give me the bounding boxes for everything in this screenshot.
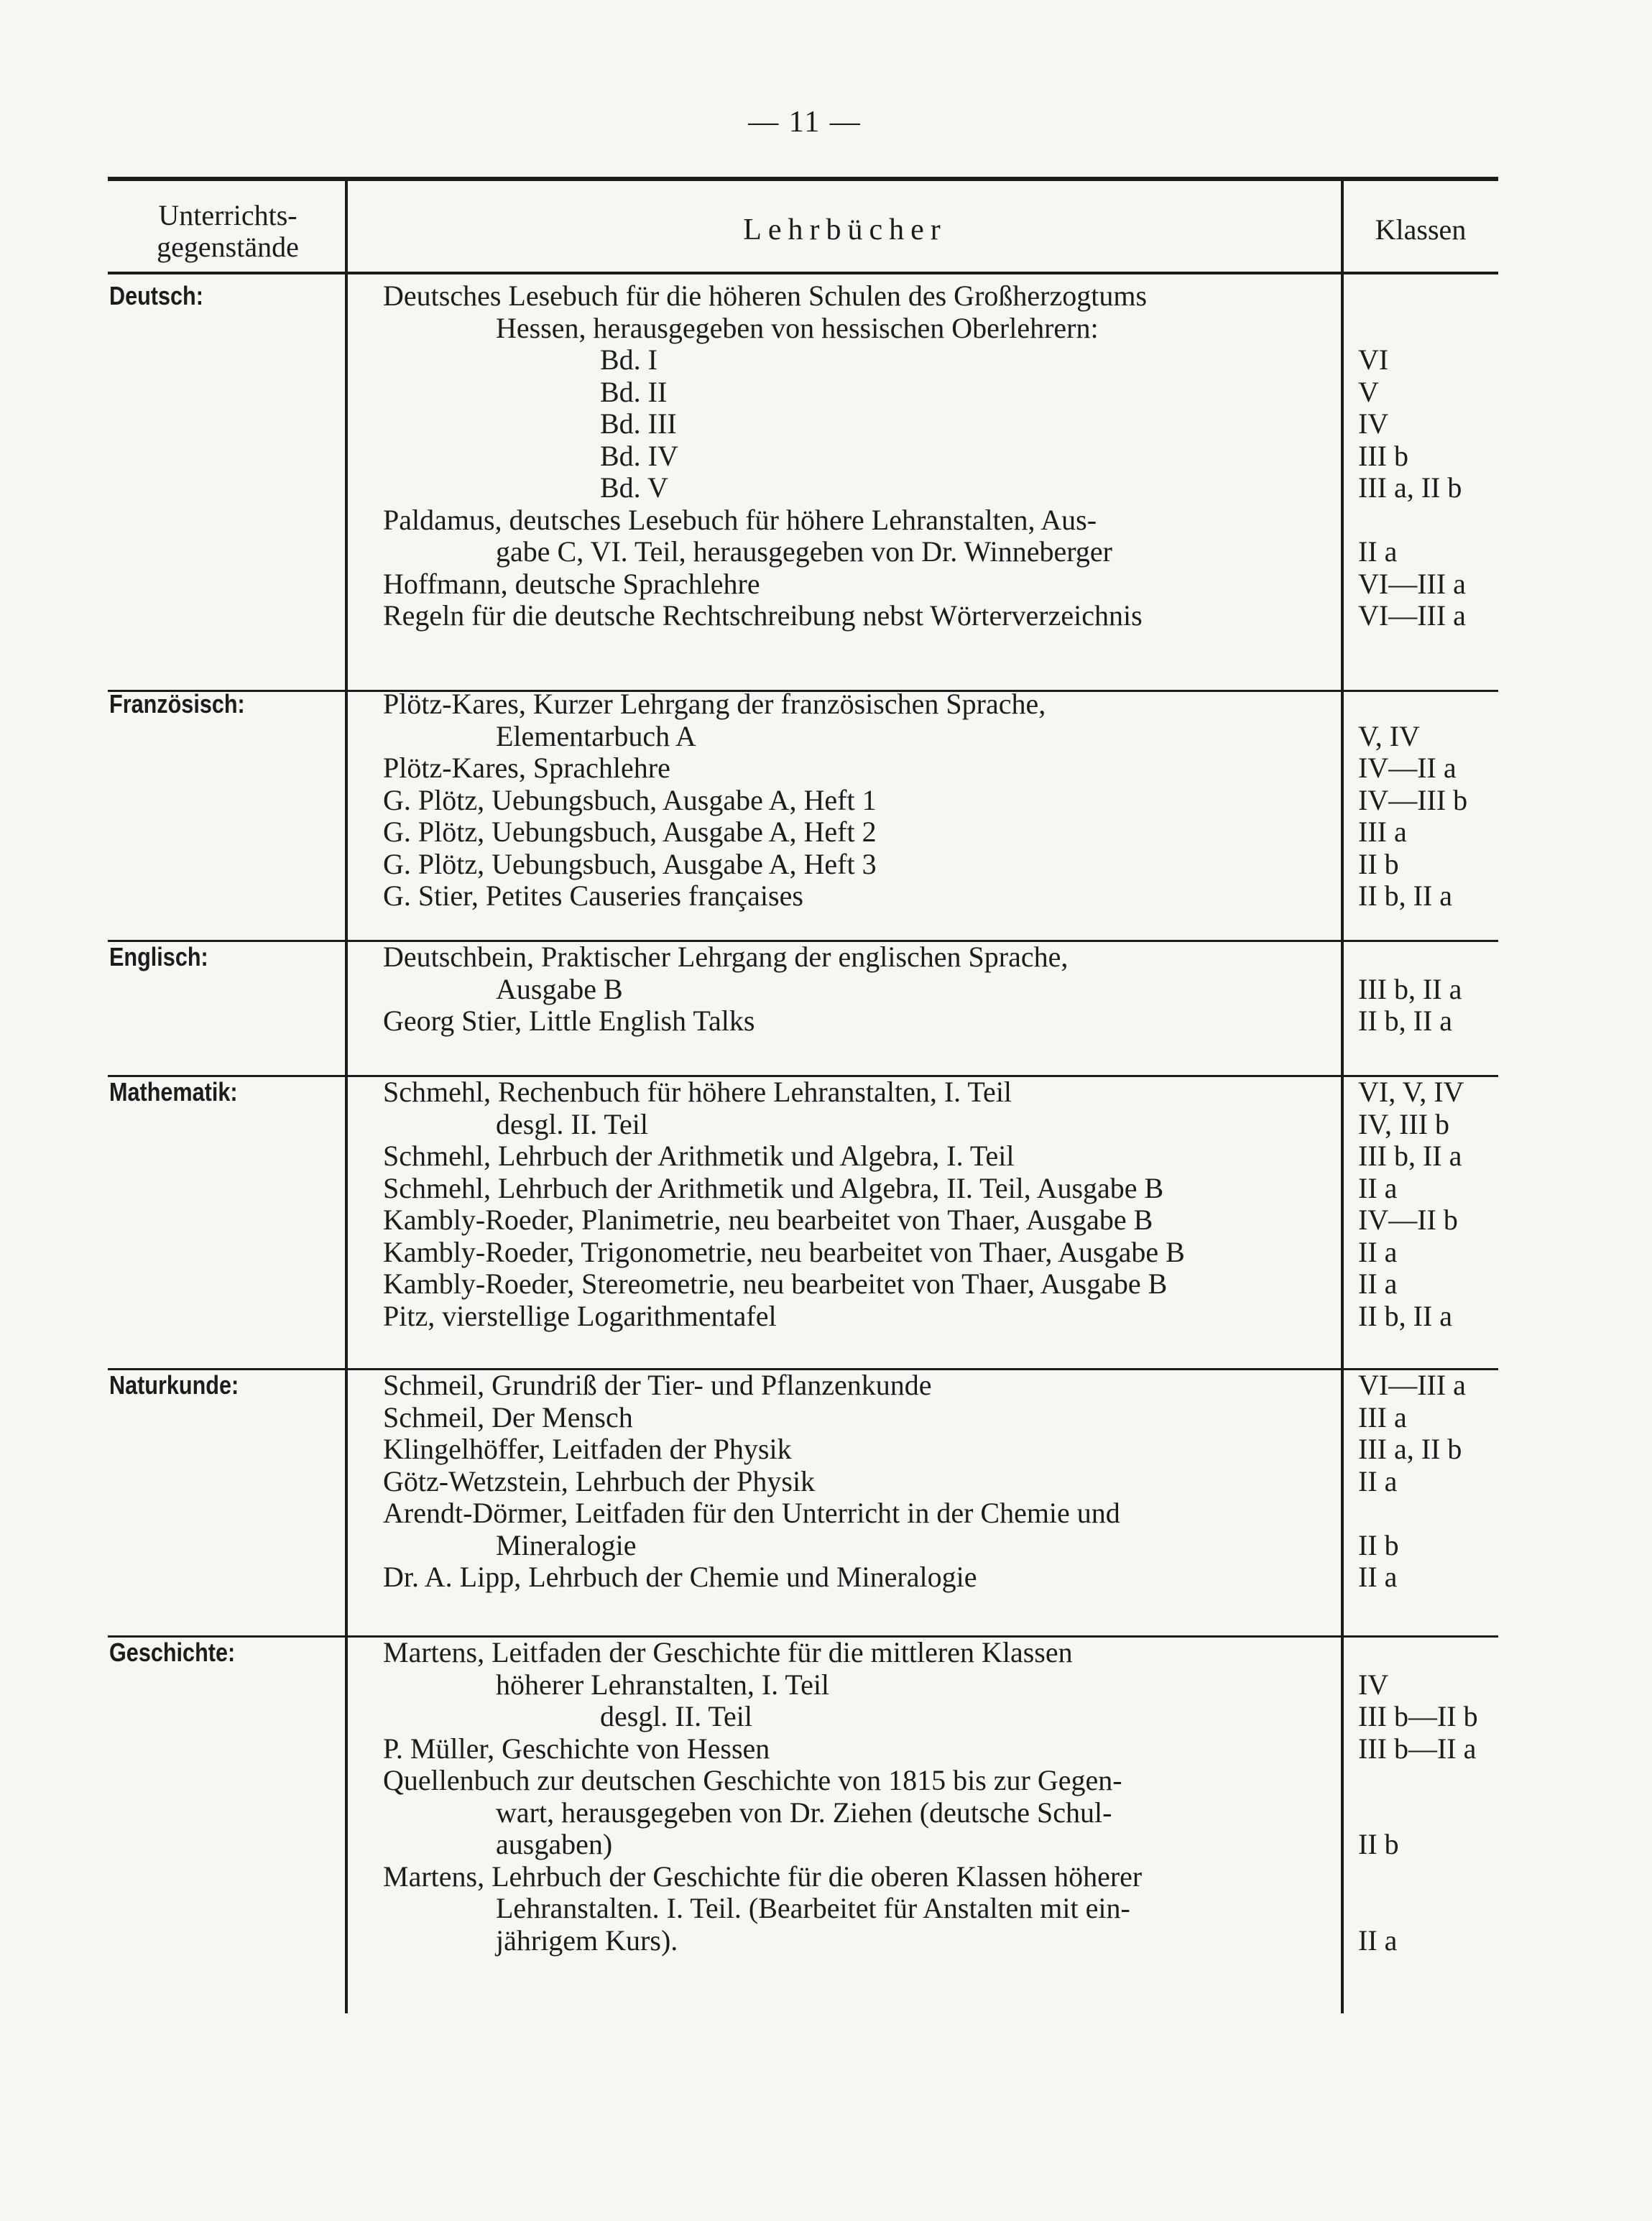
- textbook-title: Martens, Lehrbuch der Geschichte für die oberen Klassen höherer: [383, 1860, 1143, 1893]
- textbook-title: Bd. I: [600, 343, 657, 376]
- class-level: VI: [1358, 343, 1389, 376]
- textbook-title: Schmehl, Lehrbuch der Arithmetik und Algebra, II. Teil, Ausgabe B: [383, 1172, 1164, 1204]
- textbook-title: Lehranstalten. I. Teil. (Bearbeitet für Anstalten mit ein-: [496, 1892, 1130, 1924]
- textbook-title: Mineralogie: [496, 1529, 637, 1561]
- class-level: III a: [1358, 1401, 1407, 1433]
- textbook-title: Hessen, herausgegeben von hessischen Oberlehrern:: [496, 312, 1099, 344]
- textbook-title: Bd. V: [600, 471, 668, 504]
- textbook-title: Deutsches Lesebuch für die höheren Schulen des Großherzogtums: [383, 280, 1148, 312]
- textbook-title: ausgaben): [496, 1828, 613, 1860]
- textbook-title: Dr. A. Lipp, Lehrbuch der Chemie und Mineralogie: [383, 1561, 977, 1593]
- subject-label: Englisch:: [109, 942, 208, 971]
- class-level: II b: [1358, 848, 1399, 880]
- class-level: IV—III b: [1358, 784, 1468, 816]
- class-level: VI—III a: [1358, 1369, 1466, 1401]
- class-level: II a: [1358, 1268, 1398, 1300]
- textbook-title: jährigem Kurs).: [496, 1924, 678, 1957]
- class-level: V, IV: [1358, 720, 1420, 752]
- textbook-title: desgl. II. Teil: [496, 1108, 648, 1140]
- textbook-title: G. Stier, Petites Causeries françaises: [383, 879, 803, 912]
- textbook-title: G. Plötz, Uebungsbuch, Ausgabe A, Heft 1: [383, 784, 877, 816]
- textbook-title: Plötz-Kares, Kurzer Lehrgang der französischen Sprache,: [383, 688, 1046, 720]
- textbook-title: Bd. II: [600, 376, 668, 408]
- class-level: II b, II a: [1358, 1005, 1453, 1037]
- textbook-title: G. Plötz, Uebungsbuch, Ausgabe A, Heft 2: [383, 816, 877, 848]
- subject-label: Naturkunde:: [109, 1370, 239, 1400]
- textbook-title: Martens, Leitfaden der Geschichte für die mittleren Klassen: [383, 1636, 1073, 1668]
- textbook-title: Schmehl, Lehrbuch der Arithmetik und Algebra, I. Teil: [383, 1140, 1015, 1172]
- class-level: IV—II b: [1358, 1204, 1458, 1236]
- class-level: II b: [1358, 1828, 1399, 1860]
- class-level: IV: [1358, 407, 1389, 440]
- class-level: II a: [1358, 1561, 1398, 1593]
- class-level: II a: [1358, 1172, 1398, 1204]
- class-level: III b, II a: [1358, 1140, 1462, 1172]
- textbook-title: Klingelhöffer, Leitfaden der Physik: [383, 1433, 792, 1465]
- textbook-title: Bd. III: [600, 407, 677, 440]
- textbook-title: Elementarbuch A: [496, 720, 696, 752]
- class-level: III a: [1358, 816, 1407, 848]
- class-level: IV—II a: [1358, 752, 1457, 784]
- textbook-title: Ausgabe B: [496, 973, 623, 1005]
- textbook-title: Georg Stier, Little English Talks: [383, 1005, 755, 1037]
- textbook-title: Bd. IV: [600, 440, 678, 472]
- table-top-rule: [108, 177, 1498, 181]
- header-rule: [108, 272, 1498, 274]
- textbook-title: Götz-Wetzstein, Lehrbuch der Physik: [383, 1465, 816, 1497]
- textbook-title: Regeln für die deutsche Rechtschreibung nebst Wörterverzeichnis: [383, 599, 1143, 632]
- class-level: II a: [1358, 1924, 1398, 1957]
- class-level: III a, II b: [1358, 1433, 1462, 1465]
- textbook-title: Schmeil, Der Mensch: [383, 1401, 633, 1433]
- class-level: II b, II a: [1358, 879, 1453, 912]
- column-divider-right: [1341, 181, 1344, 2013]
- textbook-title: gabe C, VI. Teil, herausgegeben von Dr. Winneberger: [496, 535, 1112, 568]
- textbook-title: Paldamus, deutsches Lesebuch für höhere Lehranstalten, Aus-: [383, 504, 1097, 536]
- class-level: IV, III b: [1358, 1108, 1450, 1140]
- textbook-title: wart, herausgegeben von Dr. Ziehen (deutsche Schul-: [496, 1796, 1112, 1829]
- textbook-title: Kambly-Roeder, Trigonometrie, neu bearbeitet von Thaer, Ausgabe B: [383, 1236, 1185, 1268]
- class-level: II a: [1358, 1236, 1398, 1268]
- class-level: II a: [1358, 535, 1398, 568]
- textbook-title: Schmehl, Rechenbuch für höhere Lehranstalten, I. Teil: [383, 1076, 1012, 1108]
- column-divider-left: [345, 181, 348, 2013]
- class-level: VI, V, IV: [1358, 1076, 1464, 1108]
- textbook-title: Schmeil, Grundriß der Tier- und Pflanzenkunde: [383, 1369, 932, 1401]
- textbook-title: höherer Lehranstalten, I. Teil: [496, 1668, 830, 1701]
- class-level: II b, II a: [1358, 1300, 1453, 1332]
- class-level: IV: [1358, 1668, 1389, 1701]
- class-level: III b—II b: [1358, 1700, 1478, 1732]
- class-level: III a, II b: [1358, 471, 1462, 504]
- class-level: III b—II a: [1358, 1732, 1477, 1765]
- header-subjects: Unterrichts- gegenstände: [157, 199, 299, 263]
- class-level: II a: [1358, 1465, 1398, 1497]
- textbook-title: Plötz-Kares, Sprachlehre: [383, 752, 670, 784]
- textbook-title: Quellenbuch zur deutschen Geschichte von 1815 bis zur Gegen-: [383, 1764, 1122, 1796]
- class-level: VI—III a: [1358, 568, 1466, 600]
- header-books: Lehrbücher: [743, 213, 947, 246]
- textbook-title: Kambly-Roeder, Planimetrie, neu bearbeitet von Thaer, Ausgabe B: [383, 1204, 1153, 1236]
- textbook-title: Pitz, vierstellige Logarithmentafel: [383, 1300, 777, 1332]
- class-level: III b: [1358, 440, 1408, 472]
- class-level: II b: [1358, 1529, 1399, 1561]
- subject-label: Französisch:: [109, 689, 245, 719]
- textbook-title: Hoffmann, deutsche Sprachlehre: [383, 568, 760, 600]
- textbook-title: P. Müller, Geschichte von Hessen: [383, 1732, 770, 1765]
- textbook-title: Kambly-Roeder, Stereometrie, neu bearbeitet von Thaer, Ausgabe B: [383, 1268, 1168, 1300]
- header-classes: Klassen: [1375, 213, 1467, 246]
- subject-label: Geschichte:: [109, 1638, 236, 1667]
- textbook-title: Deutschbein, Praktischer Lehrgang der englischen Sprache,: [383, 941, 1069, 973]
- page-number: — 11 —: [748, 106, 862, 139]
- subject-label: Deutsch:: [109, 281, 203, 310]
- subject-label: Mathematik:: [109, 1077, 238, 1107]
- class-level: VI—III a: [1358, 599, 1466, 632]
- class-level: V: [1358, 376, 1379, 408]
- textbook-title: Arendt-Dörmer, Leitfaden für den Unterricht in der Chemie und: [383, 1497, 1120, 1529]
- textbook-title: desgl. II. Teil: [600, 1700, 752, 1732]
- class-level: III b, II a: [1358, 973, 1462, 1005]
- textbook-title: G. Plötz, Uebungsbuch, Ausgabe A, Heft 3: [383, 848, 877, 880]
